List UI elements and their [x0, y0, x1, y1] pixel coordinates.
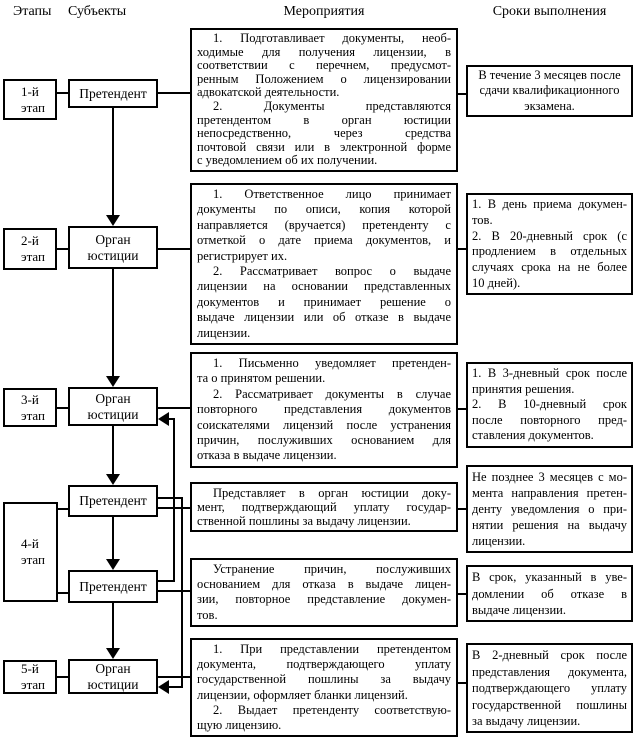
flow-line-2-3 — [112, 269, 114, 376]
activity-box-4a: Представляет в орган юстиции доку- мент, подтверждающий уплату государ- ственной пошлины за выдачу лицензии. — [190, 482, 458, 532]
feedback-payment-vertical — [181, 497, 183, 688]
column-header-subjects: Субъекты — [68, 4, 127, 19]
connector-stage4-subject-a — [58, 508, 68, 510]
connector-stage4-subject-b — [58, 592, 68, 594]
connector-stage3-subject — [57, 407, 68, 409]
connector-stage1-subject — [57, 92, 68, 94]
activity-box-1: 1. Подготавливает документы, необ- ходимые для получения лицензии, в соответствии с перечнем, предусмот- ренным Положением о лицензировании адвокатской деятельности. 2. Документы представляются претендентом в орган юстиции непосредственно, через средства почтовой связи или в электронной форме с уведомлением об их получении. — [190, 28, 458, 172]
stage-box-2: 2-й этап — [3, 228, 57, 270]
flow-line-3-4a — [112, 426, 114, 474]
feedback-payment-bottom-segment — [169, 686, 183, 688]
activity-box-4b: Устранение причин, послуживших основанием для отказа в выдаче лицен- зии, повторное представление докумен- тов. — [190, 558, 458, 627]
connector-subject4b-activity — [158, 590, 190, 592]
subject-box-4b-pretendent: Претендент — [68, 570, 158, 603]
stage-box-3: 3-й этап — [3, 388, 57, 427]
deadline-box-4a: Не позднее 3 месяцев с мо- мента направления претен- денту уведомления о при- нятии решения на выдачу лицензии. — [466, 465, 633, 553]
arrowhead-down-2 — [106, 215, 120, 226]
connector-subject5-activity — [158, 676, 190, 678]
column-header-activities: Мероприятия — [283, 4, 365, 19]
subject-box-3-organ-justicii: Орган юстиции — [68, 387, 158, 426]
subject-box-1-pretendent: Претендент — [68, 79, 158, 108]
arrowhead-left-stage3 — [158, 412, 169, 426]
subject-box-2-organ-justicii: Орган юстиции — [68, 226, 158, 269]
subject-box-4a-pretendent: Претендент — [68, 485, 158, 517]
connector-stage2-subject — [57, 248, 68, 250]
arrowhead-down-3 — [106, 376, 120, 387]
deadline-box-1: В течение 3 месяцев после сдачи квалификационного экзамена. — [466, 65, 633, 117]
connector-activity1-deadline — [458, 93, 466, 95]
activity-box-3: 1. Письменно уведомляет претенден- та о принятом решении. 2. Рассматривает документы в случае повторного представления документов соискателями лицензий после устранения причин, послуживших основанием для отказа в выдаче лицензии. — [190, 352, 458, 468]
connector-subject1-activity — [158, 92, 190, 94]
deadline-box-5: В 2-дневный срок после представления документа, подтверждающего уплату государственной пошлины за выдачу лицензии. — [466, 643, 633, 733]
arrowhead-down-5 — [106, 648, 120, 659]
arrowhead-left-stage5 — [158, 680, 169, 694]
connector-activity4b-deadline — [458, 593, 466, 595]
feedback-resubmission-vertical — [173, 418, 175, 582]
deadline-box-4b: В срок, указанный в уве- домлении об отказе в выдаче лицензии. — [466, 565, 633, 622]
activity-box-2: 1. Ответственное лицо принимает документы по описи, копия которой направляется (вручается) претенденту с отметкой о дате приема документов, и регистрирует их. 2. Рассматривает вопрос о выдаче лицензии на основании представленных документов и принимает решение о выдаче лицензии или об отказе в выдаче лицензии. — [190, 183, 458, 345]
deadline-box-2: 1. В день приема докумен- тов. 2. В 20-дневный срок (с продлением в отдельных случаях срока на не более 10 дней). — [466, 193, 633, 295]
connector-activity2-deadline — [458, 248, 466, 250]
feedback-resubmission-top-segment — [168, 418, 175, 420]
stage-box-4: 4-й этап — [3, 502, 58, 602]
stage-box-5: 5-й этап — [3, 660, 57, 694]
deadline-box-3: 1. В 3-дневный срок после принятия решения. 2. В 10-дневный срок после повторного пред- ставления документов. — [466, 362, 633, 448]
flow-line-4b-5 — [112, 603, 114, 648]
flow-line-4a-4b — [112, 517, 114, 559]
subject-box-5-organ-justicii: Орган юстиции — [68, 659, 158, 694]
arrowhead-down-4a — [106, 474, 120, 485]
arrowhead-down-4b — [106, 559, 120, 570]
connector-subject3-activity — [158, 407, 190, 409]
column-header-stages: Этапы — [13, 4, 52, 19]
connector-activity5-deadline — [458, 682, 466, 684]
connector-subject2-activity — [158, 248, 190, 250]
feedback-payment-top-segment — [158, 497, 183, 499]
flow-line-1-2 — [112, 108, 114, 215]
connector-activity3-deadline — [458, 408, 466, 410]
column-header-deadlines: Сроки выполнения — [492, 4, 607, 19]
activity-box-5: 1. При представлении претендентом документа, подтверждающего уплату государственной пошлины за выдачу лицензии, оформляет бланки лицензий. 2. Выдает претенденту соответствую- щую лицензию. — [190, 638, 458, 737]
stage-box-1: 1-й этап — [3, 79, 57, 120]
connector-activity4a-deadline — [458, 508, 466, 510]
connector-stage5-subject — [57, 676, 68, 678]
